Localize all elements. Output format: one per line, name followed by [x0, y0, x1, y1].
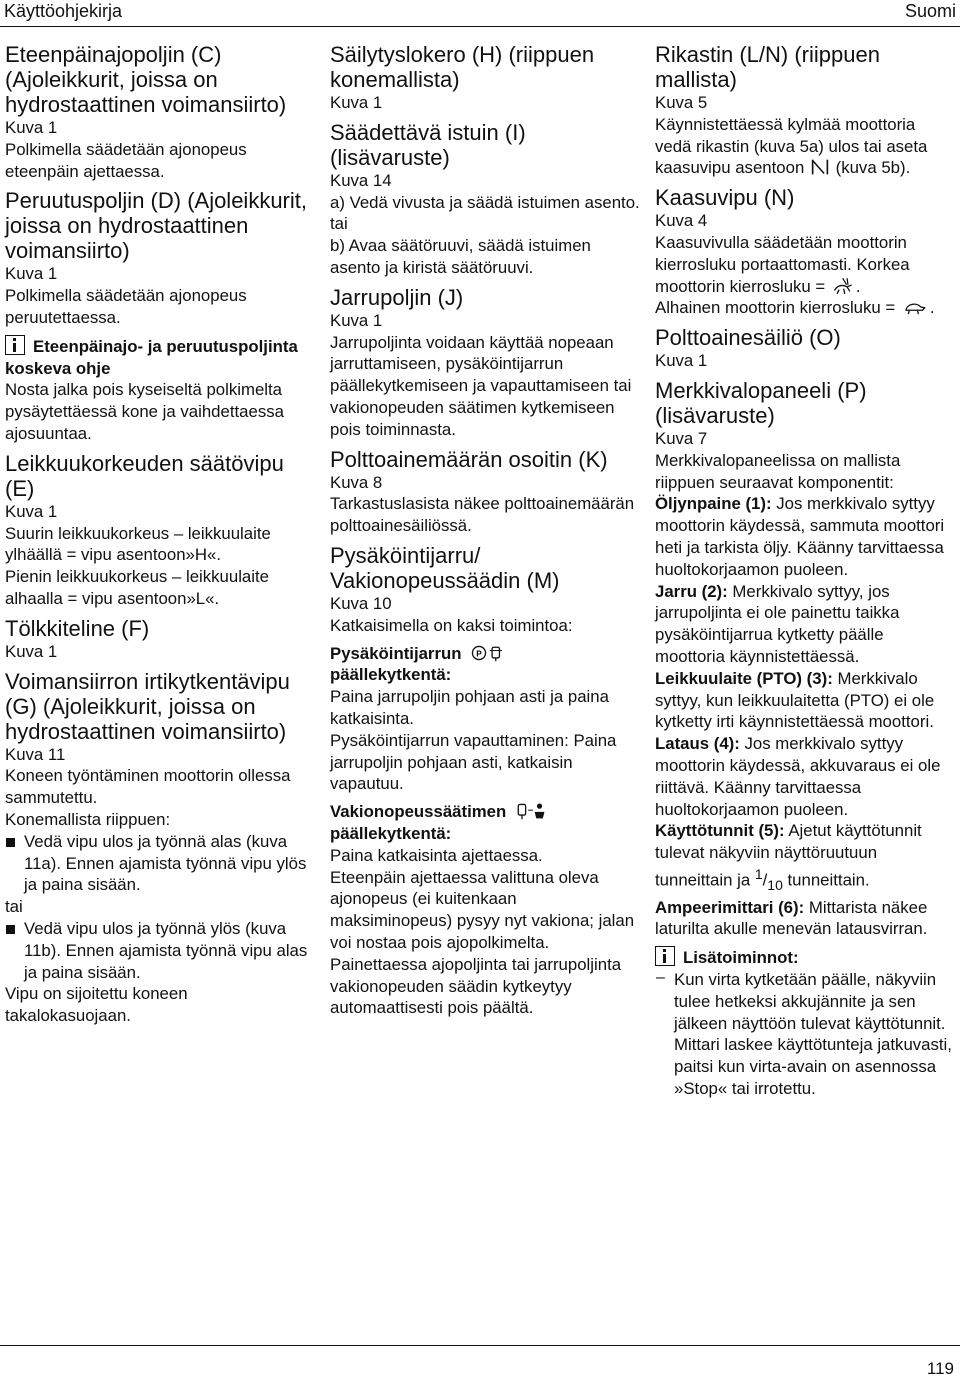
note-title: Lisätoiminnot:: [655, 946, 955, 969]
figure-ref: Kuva 1: [5, 501, 58, 521]
column-2: [330, 42, 640, 1019]
choke-icon: [809, 158, 831, 176]
heading-adjustable-seat: Säädettävä istuin (I) (lisävaruste): [330, 119, 526, 170]
paragraph: Merkkivalopaneelissa on mallista riippuen seuraavat komponentit:: [655, 450, 901, 492]
paragraph: Käynnistettäessä kylmää moottoria vedä rikastin (kuva 5a) ulos tai aseta kaasuvipu asentoon (kuva 5b).: [655, 114, 928, 178]
figure-ref: Kuva 1: [330, 93, 383, 112]
heading-storage-compartment: Säilytyslokero (H) (riippuen konemallista): [330, 42, 595, 92]
label-cruise-control: Vakionopeussäätimen: [330, 801, 640, 823]
heading-parking-brake-cruise: Pysäköintijarru/ Vakionopeussäädin (M): [330, 542, 560, 593]
svg-text:P: P: [476, 648, 482, 658]
info-icon: [5, 335, 25, 355]
dash-item: – Kun virta kytketään päälle, näkyviin tulee hetkeksi akkujännite ja sen jälkeen näyttöön tulevat käyttötunnit. Mittari laskee käyttötunteja jatkuvasti, paitsi kun virta-avain on asennossa »Stop« tai irrotettu.: [656, 969, 952, 1099]
heading-cutting-height-lever: Leikkuukorkeuden säätövipu (E): [5, 450, 284, 501]
heading-transmission-release-lever: Voimansiirron irtikytkentävipu (G) (Ajoleikkurit, joissa on hydrostaattinen voimansiirto): [5, 668, 290, 744]
paragraph: Konemallista riippuen:: [5, 809, 171, 829]
paragraph: Jarrupoljinta voidaan käyttää nopeaan jarruttamiseen, pysäköintijarrun päällekytkemiseen ja vapauttamiseen tai vakionopeuden säätimen kytkemiseen pois toiminnasta.: [330, 332, 632, 439]
column-3: [655, 42, 955, 1100]
paragraph: Paina jarrupoljin pohjaan asti ja paina katkaisinta.: [330, 687, 609, 728]
indicator-hour-meter: Käyttötunnit (5): Ajetut käyttötunnit tulevat näkyviin näyttöruutuun tunneittain ja $^1/_{10}$ tunneittain.: [655, 821, 922, 893]
figure-ref: Kuva 5: [655, 93, 708, 112]
language-label: Suomi: [904, 1, 956, 21]
figure-ref: Kuva 1: [5, 641, 58, 661]
paragraph: Kaasuvivulla säädetään moottorin kierrosluku portaattomasti. Korkea moottorin kierrosluku = .: [655, 232, 910, 296]
indicator-brake: Jarru (2): Merkkivalo syttyy, jos jarrupoljinta ei ole painettu taikka pysäköintijarrua kytketty päälle moottoria käynnistettäessä.: [655, 581, 900, 666]
paragraph: b) Avaa säätöruuvi, säädä istuimen asento ja kiristä säätöruuvi.: [330, 236, 591, 277]
paragraph: Painettaessa ajopoljinta tai jarrupoljinta vakionopeuden säädin kytkeytyy automaattisesti pois päältä.: [330, 954, 622, 1018]
paragraph: Paina katkaisinta ajettaessa.: [330, 845, 543, 865]
page-number: 119: [926, 1359, 954, 1378]
bullet-item: Vedä vipu ulos ja työnnä ylös (kuva 11b). Ennen ajamista työnnä vipu alas ja paina sisään.: [5, 918, 310, 983]
bullet-square-icon: [6, 925, 15, 934]
paragraph: Pienin leikkuukorkeus – leikkuulaite alhaalla = vipu asentoon»L«.: [5, 567, 269, 608]
figure-ref: Kuva 7: [655, 428, 708, 448]
label-parking-brake: Pysäköintijarrun P: [330, 643, 640, 665]
indicator-charging: Lataus (4): Jos merkkivalo syttyy moottorin käydessä, akkuvaraus ei ole riittävä. Käänny tarvittaessa huoltokorjaamon puoleen.: [655, 734, 941, 819]
label-parking-brake-2: päällekytkentä:: [330, 665, 452, 685]
paragraph: Suurin leikkuukorkeus – leikkuulaite ylhäällä = vipu asentoon»H«.: [5, 523, 271, 565]
note-title: Eteenpäinajo- ja peruutuspoljinta koskeva ohje: [5, 336, 298, 378]
indicator-ammeter: Ampeerimittari (6): Mittarista näkee laturilta akulle menevän latausvirran.: [655, 897, 928, 939]
hare-icon: [830, 277, 856, 295]
figure-ref: Kuva 1: [5, 118, 58, 137]
cruise-control-icon: [511, 802, 555, 820]
label-cruise-control-2: päällekytkentä:: [330, 823, 452, 843]
paragraph: Tarkastuslasista näkee polttoainemäärän polttoainesäiliössä.: [330, 494, 635, 536]
heading-reverse-pedal: Peruutuspoljin (D) (Ajoleikkurit, joissa on hydrostaattinen voimansiirto): [5, 188, 307, 264]
paragraph: Polkimella säädetään ajonopeus peruutettaessa.: [5, 286, 247, 327]
paragraph: tai: [330, 214, 348, 234]
paragraph: Katkaisimella on kaksi toimintoa:: [330, 615, 573, 635]
paragraph: Koneen työntäminen moottorin ollessa sammutettu.: [5, 766, 291, 808]
paragraph: Pysäköintijarrun vapauttaminen: Paina jarrupoljin pohjaan asti, katkaisin vapautuu.: [330, 730, 617, 794]
figure-ref: Kuva 11: [5, 744, 66, 764]
paragraph: a) Vedä vivusta ja säädä istuimen asento.: [330, 192, 640, 212]
figure-ref: Kuva 4: [655, 211, 708, 231]
heading-indicator-panel: Merkkivalopaneeli (P) (lisävaruste): [655, 377, 867, 428]
heading-forward-pedal: Eteenpäinajopoljin (C) (Ajoleikkurit, joissa on hydrostaattinen voimansiirto): [5, 42, 287, 117]
heading-fuel-gauge: Polttoainemäärän osoitin (K): [330, 446, 608, 472]
paragraph: Eteenpäin ajettaessa valittuna oleva ajonopeus (ei kuitenkaan maksiminopeus) pysyy nyt vakiona; jalan voi nostaa pois ajopolkimelta.: [330, 867, 635, 952]
indicator-oil-pressure: Öljynpaine (1): Jos merkkivalo syttyy moottorin käydessä, sammuta moottori heti ja tarkista öljy. Käänny tarvittaessa huoltokorjaamon puoleen.: [655, 494, 945, 579]
bullet-item: Vedä vipu ulos ja työnnä alas (kuva 11a). Ennen ajamista työnnä vipu ylös ja paina sisään.: [5, 831, 310, 896]
info-icon: [655, 946, 675, 966]
heading-can-holder: Tölkkiteline (F): [5, 615, 150, 641]
manual-title: Käyttöohjekirja: [4, 1, 123, 21]
parking-brake-icon: [466, 644, 510, 662]
paragraph: Polkimella säädetään ajonopeus eteenpäin ajettaessa.: [5, 139, 247, 181]
figure-ref: Kuva 8: [330, 472, 383, 492]
bullet-square-icon: [6, 838, 15, 847]
paragraph: Alhainen moottorin kierrosluku = .: [655, 298, 935, 318]
heading-fuel-tank: Polttoainesäiliö (O): [655, 325, 841, 351]
figure-ref: Kuva 14: [330, 170, 392, 190]
turtle-icon: [900, 298, 930, 316]
heading-choke: Rikastin (L/N) (riippuen mallista): [655, 42, 880, 92]
paragraph: tai: [5, 897, 23, 917]
figure-ref: Kuva 10: [330, 593, 392, 613]
heading-brake-pedal: Jarrupoljin (J): [330, 284, 464, 310]
indicator-pto: Leikkuulaite (PTO) (3): Merkkivalo syttyy, kun leikkuulaitetta (PTO) ei ole kytketty irti käynnistettäessä moottori.: [655, 668, 935, 732]
footer-rule: [0, 1345, 960, 1346]
page-header: [0, 0, 960, 27]
heading-throttle-lever: Kaasuvipu (N): [655, 185, 795, 211]
figure-ref: Kuva 1: [330, 310, 383, 330]
column-1: [5, 42, 310, 1027]
figure-ref: Kuva 1: [5, 264, 58, 284]
figure-ref: Kuva 1: [655, 351, 708, 371]
note-text: Nosta jalka pois kyseiseltä polkimelta pysäytettäessä kone ja vaihdettaessa ajosuuntaa.: [5, 380, 284, 443]
paragraph: Vipu on sijoitettu koneen takalokasuojaan.: [5, 984, 188, 1026]
